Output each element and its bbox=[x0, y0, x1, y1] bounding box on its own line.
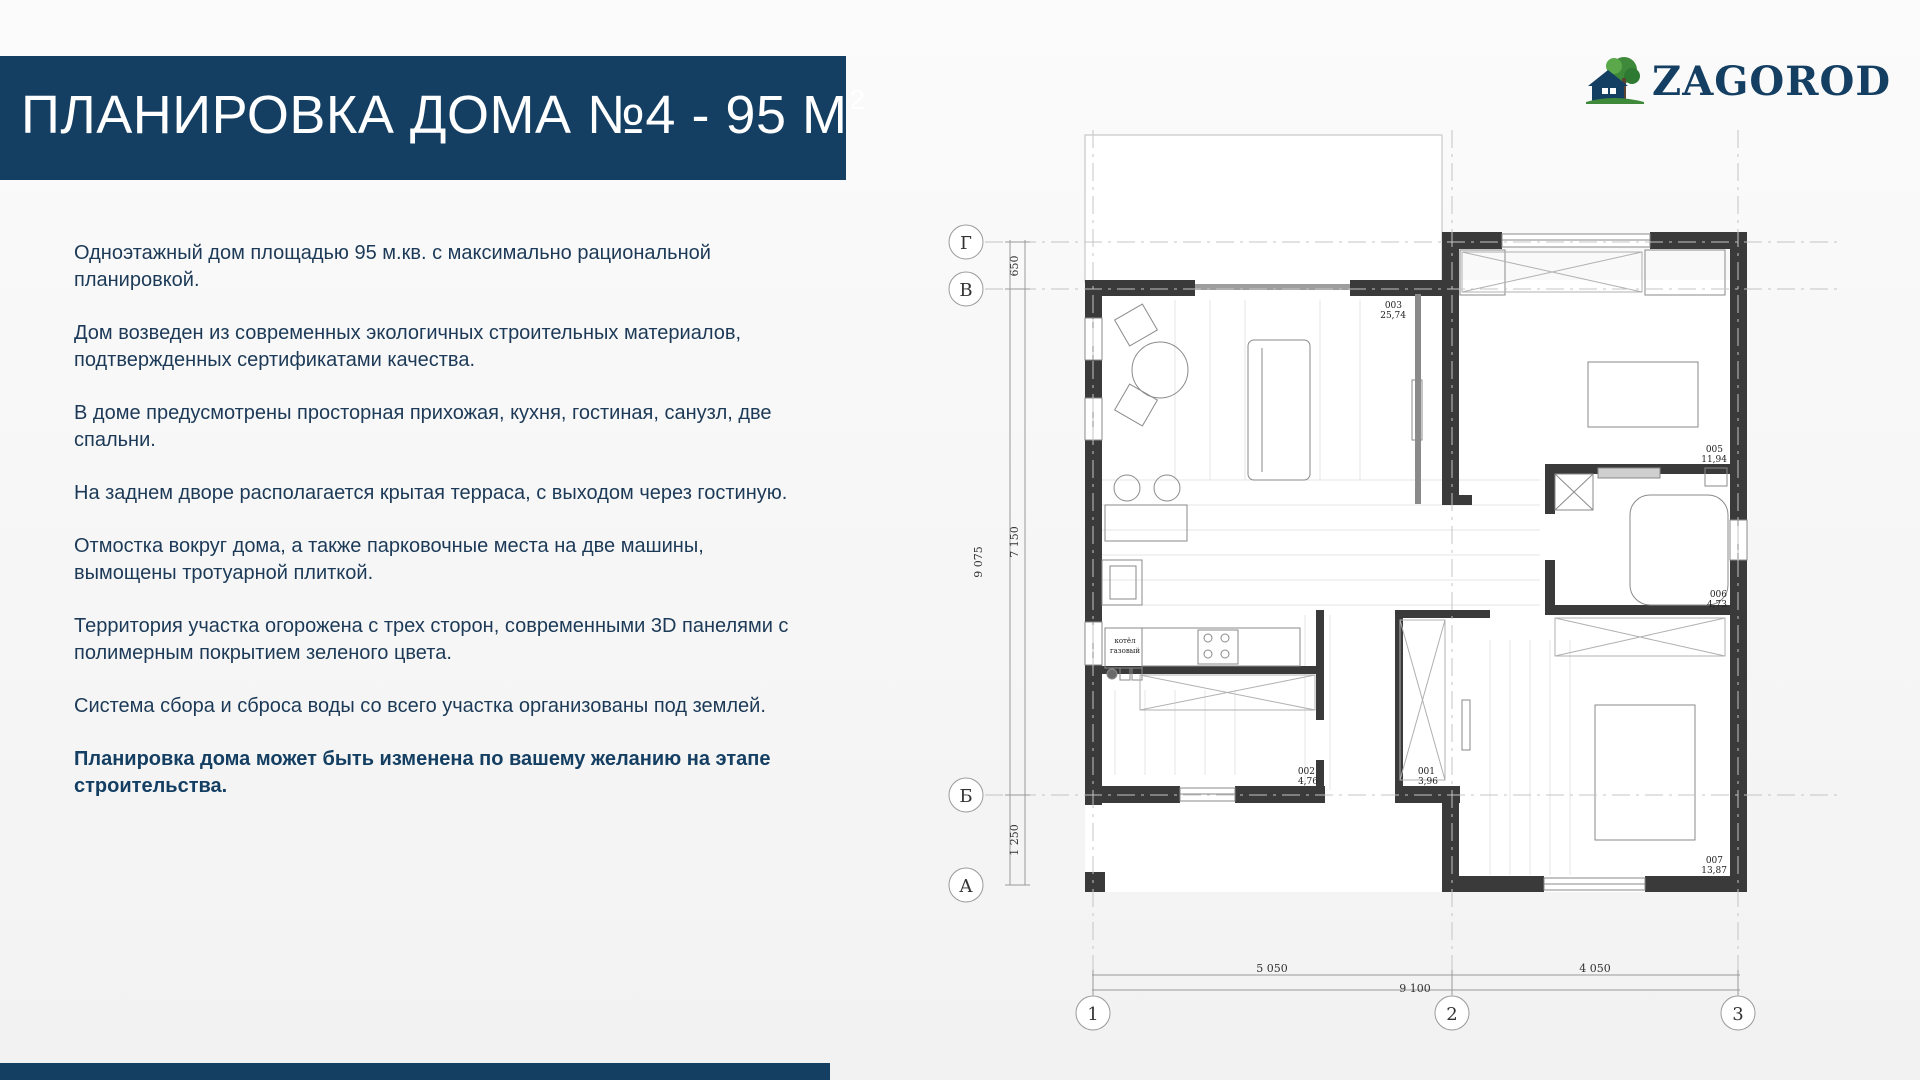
boiler-label-line1: котёл bbox=[1114, 637, 1136, 645]
title-banner bbox=[0, 56, 866, 180]
axis-label: В bbox=[959, 280, 973, 301]
room-id: 006 bbox=[1709, 590, 1727, 600]
axis-label: 1 bbox=[1087, 1004, 1099, 1025]
terrace bbox=[1085, 135, 1442, 282]
room-id: 003 bbox=[1384, 301, 1402, 311]
room-area: 13,87 bbox=[1701, 866, 1727, 876]
dimension-label: 1 250 bbox=[1008, 824, 1021, 856]
axis-label: Г bbox=[960, 233, 972, 254]
logo-text: ZAGOROD bbox=[1652, 58, 1892, 105]
note-paragraph: Планировка дома может быть изменена по вашему желанию на этапе строительства. bbox=[74, 748, 771, 797]
dimension-label: 4 050 bbox=[1579, 962, 1611, 975]
paragraph: Дом возведен из современных экологичных строительных материалов, подтвержденных сертификатами качества. bbox=[74, 322, 742, 371]
footer-bar bbox=[0, 1063, 830, 1080]
axis-label: 2 bbox=[1446, 1004, 1458, 1025]
paragraph: Территория участка огорожена с трех сторон, современными 3D панелями с полимерным покрытием зеленого цвета. bbox=[74, 615, 789, 664]
room-area: 4,73 bbox=[1706, 600, 1727, 610]
room-id: 005 bbox=[1705, 445, 1723, 455]
room-id: 002 bbox=[1297, 767, 1315, 777]
axis-label: 3 bbox=[1732, 1004, 1744, 1025]
boiler-label-line2: газовый bbox=[1109, 647, 1141, 655]
house-tree-logo-icon bbox=[1584, 52, 1648, 108]
room-id: 001 bbox=[1417, 767, 1435, 777]
room-area: 4,76 bbox=[1297, 777, 1318, 787]
dimension-label: 7 150 bbox=[1008, 526, 1021, 558]
description bbox=[74, 240, 794, 826]
paragraph: Система сбора и сброса воды со всего участка организованы под землей. bbox=[74, 695, 766, 717]
dimension-label: 9 075 bbox=[972, 546, 985, 578]
page-title: ПЛАНИРОВКА ДОМА №4 - 95 $М^2$ bbox=[21, 84, 866, 145]
room-id: 007 bbox=[1705, 856, 1723, 866]
column-axis-markers bbox=[1076, 996, 1755, 1030]
paragraph: В доме предусмотрены просторная прихожая, кухня, гостиная, санузл, две спальни. bbox=[74, 402, 772, 451]
title-superscript: 2 bbox=[849, 84, 866, 115]
room-area: 3,96 bbox=[1417, 777, 1438, 787]
dimension-label: 650 bbox=[1008, 255, 1021, 277]
axis-label: А bbox=[959, 876, 973, 897]
dimension-label: 9 100 bbox=[1399, 982, 1431, 995]
room-area: 25,74 bbox=[1380, 311, 1406, 321]
brand-logo[interactable] bbox=[1584, 52, 1894, 108]
floor-plan bbox=[930, 120, 1890, 1040]
paragraph: Отмостка вокруг дома, а также парковочные места на две машины, вымощены тротуарной плиткой. bbox=[74, 535, 704, 584]
dimension-label: 5 050 bbox=[1256, 962, 1288, 975]
paragraph: На заднем дворе располагается крытая терраса, с выходом через гостиную. bbox=[74, 482, 788, 504]
paragraph: Одноэтажный дом площадью 95 м.кв. с максимально рациональной планировкой. bbox=[74, 242, 711, 291]
room-area: 11,94 bbox=[1701, 455, 1727, 465]
axis-label: Б bbox=[959, 786, 973, 807]
